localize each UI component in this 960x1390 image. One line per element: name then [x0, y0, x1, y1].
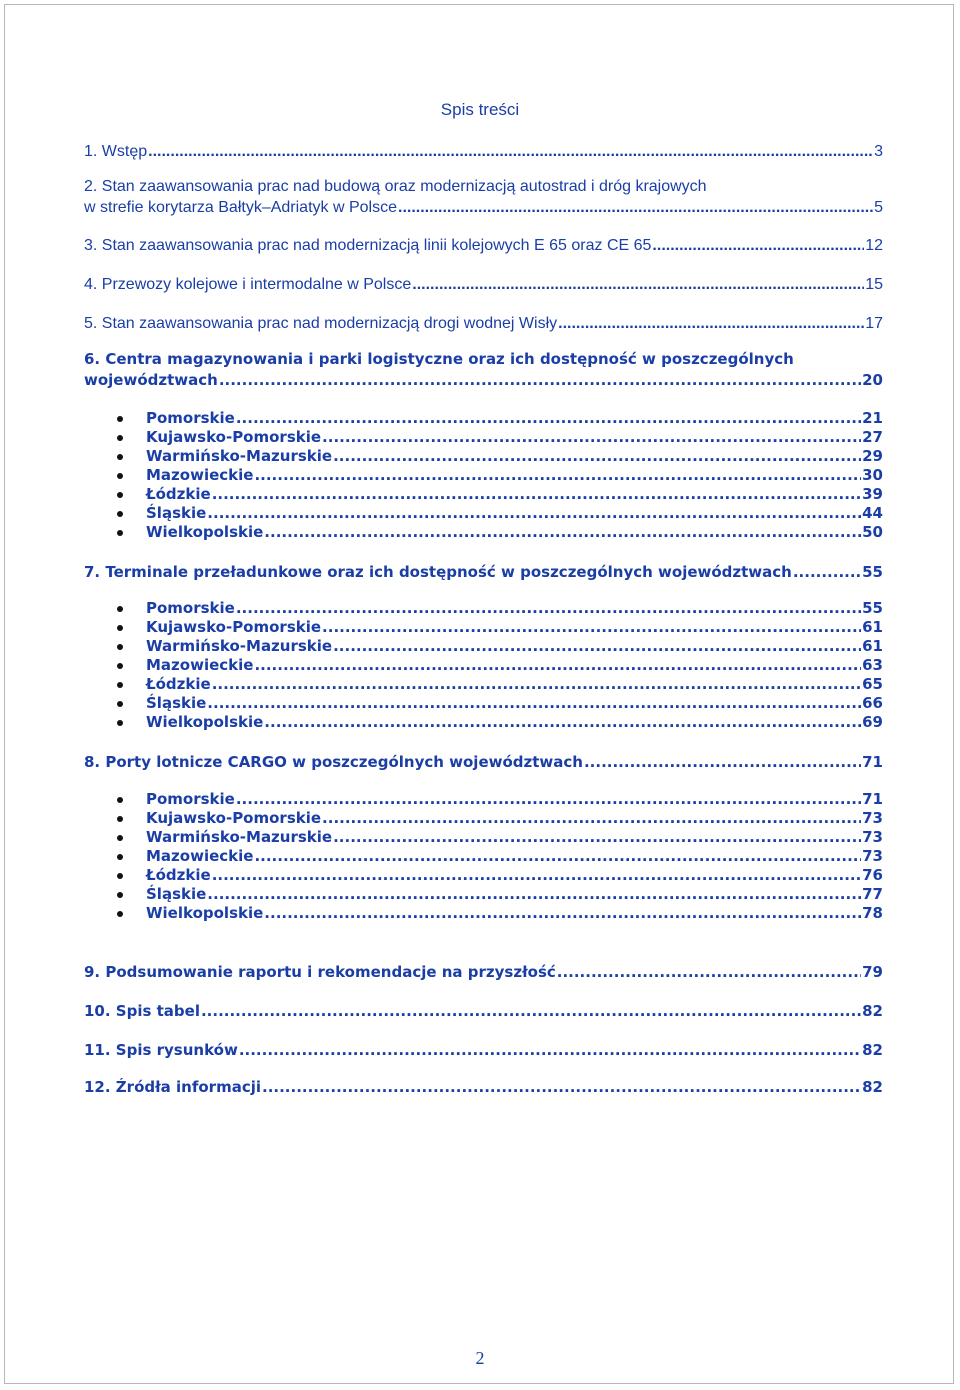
- toc-entry-text: 3. Stan zaawansowania prac nad modernizacją linii kolejowych E 65 oraz CE 65: [84, 237, 652, 254]
- toc-entry-text: Pomorskie: [146, 599, 235, 617]
- leader-dots: [212, 485, 861, 503]
- toc-entry-text: Warmińsko-Mazurskie: [146, 447, 333, 465]
- toc-entry-page: 61: [862, 618, 883, 636]
- page-number: 2: [475, 1348, 485, 1368]
- leader-dots: [148, 143, 873, 161]
- toc-entry-text: Kujawsko-Pomorskie: [146, 618, 322, 636]
- toc-entry-text: Wielkopolskie: [146, 713, 264, 731]
- toc-subentry[interactable]: [146, 635, 883, 655]
- toc-subentry[interactable]: [146, 788, 883, 808]
- toc-entry-page: 55: [862, 563, 883, 581]
- toc-entry-text: Kujawsko-Pomorskie: [146, 809, 322, 827]
- toc-entry-page: 66: [862, 694, 883, 712]
- toc-subentry[interactable]: [146, 902, 883, 922]
- leader-dots: [412, 276, 864, 294]
- toc-entry-text: Łódzkie: [146, 485, 211, 503]
- toc-entry-7[interactable]: [84, 561, 883, 581]
- toc-entry-text: 5. Stan zaawansowania prac nad modernizacją drogi wodnej Wisły: [84, 315, 558, 332]
- toc-entry-page: 61: [862, 637, 883, 655]
- toc-entry-page: 5: [874, 199, 883, 216]
- toc-entry-text: Pomorskie: [146, 790, 235, 808]
- toc-subentry[interactable]: [146, 502, 883, 522]
- leader-dots: [262, 1078, 861, 1096]
- leader-dots: [793, 563, 861, 581]
- toc-entry-page: 79: [862, 963, 883, 981]
- toc-entry-page: 21: [862, 409, 883, 427]
- toc-entry-text: Łódzkie: [146, 675, 211, 693]
- leader-dots: [212, 675, 861, 693]
- leader-dots: [236, 599, 861, 617]
- bullet-icon: [117, 835, 123, 841]
- leader-dots: [322, 428, 861, 446]
- toc-entry-8[interactable]: [84, 751, 883, 771]
- bullet-icon: [117, 663, 123, 669]
- toc-entry-1[interactable]: [84, 141, 883, 161]
- leader-dots: [333, 828, 861, 846]
- leader-dots: [333, 447, 861, 465]
- leader-dots: [207, 504, 861, 522]
- toc-entry-text: 9. Podsumowanie raportu i rekomendacje na przyszłość: [84, 963, 556, 981]
- toc-entry-text: Wielkopolskie: [146, 904, 264, 922]
- toc-entry-page: 3: [874, 143, 883, 160]
- toc-entry-6[interactable]: [84, 369, 883, 389]
- leader-dots: [254, 847, 861, 865]
- leader-dots: [652, 237, 864, 255]
- leader-dots: [558, 315, 864, 333]
- leader-dots: [207, 694, 861, 712]
- toc-entry-12[interactable]: [84, 1076, 883, 1096]
- toc-subentry[interactable]: [146, 521, 883, 541]
- toc-subentry[interactable]: [146, 883, 883, 903]
- toc-subentry[interactable]: [146, 845, 883, 865]
- toc-subentry[interactable]: [146, 864, 883, 884]
- toc-entry-page: 73: [862, 847, 883, 865]
- toc-entry-11[interactable]: [84, 1039, 883, 1059]
- toc-entry-page: 39: [862, 485, 883, 503]
- toc-subentry[interactable]: [146, 597, 883, 617]
- toc-entry-text: Mazowieckie: [146, 656, 254, 674]
- bullet-icon: [117, 606, 123, 612]
- leader-dots: [239, 1041, 861, 1059]
- leader-dots: [236, 790, 861, 808]
- toc-entry-text: 4. Przewozy kolejowe i intermodalne w Polsce: [84, 276, 412, 293]
- bullet-icon: [117, 416, 123, 422]
- bullet-icon: [117, 625, 123, 631]
- toc-entry-text: 7. Terminale przeładunkowe oraz ich dostępność w poszczególnych województwach: [84, 563, 792, 581]
- toc-entry-text: województwach: [84, 371, 218, 389]
- leader-dots: [254, 466, 861, 484]
- bullet-icon: [117, 720, 123, 726]
- toc-entry-text: Warmińsko-Mazurskie: [146, 637, 333, 655]
- toc-entry-text: Mazowieckie: [146, 847, 254, 865]
- leader-dots: [254, 656, 861, 674]
- leader-dots: [333, 637, 861, 655]
- bullet-icon: [117, 644, 123, 650]
- toc-entry-page: 78: [862, 904, 883, 922]
- toc-entry-text: Śląskie: [146, 694, 207, 712]
- toc-entry-4[interactable]: [84, 274, 883, 294]
- toc-entry-2[interactable]: [84, 197, 883, 217]
- toc-entry-page: 82: [862, 1002, 883, 1020]
- bullet-icon: [117, 530, 123, 536]
- bullet-icon: [117, 492, 123, 498]
- leader-dots: [398, 199, 873, 217]
- toc-entry-text: Śląskie: [146, 885, 207, 903]
- toc-entry-text: 11. Spis rysunków: [84, 1041, 238, 1059]
- toc-entry-page: 27: [862, 428, 883, 446]
- bullet-icon: [117, 682, 123, 688]
- leader-dots: [264, 904, 861, 922]
- toc-entry-3[interactable]: [84, 235, 883, 255]
- toc-entry-page: 63: [862, 656, 883, 674]
- leader-dots: [207, 885, 861, 903]
- toc-entry-text: Łódzkie: [146, 866, 211, 884]
- toc-entry-text: Mazowieckie: [146, 466, 254, 484]
- toc-subentry[interactable]: [146, 826, 883, 846]
- bullet-icon: [117, 797, 123, 803]
- bullet-icon: [117, 911, 123, 917]
- toc-subentry[interactable]: [146, 445, 883, 465]
- toc-subentry[interactable]: [146, 407, 883, 427]
- toc-entry-text: w strefie korytarza Bałtyk–Adriatyk w Polsce: [84, 199, 397, 216]
- toc-entry-page: 76: [862, 866, 883, 884]
- toc-entry-text: 8. Porty lotnicze CARGO w poszczególnych województwach: [84, 753, 583, 771]
- toc-entry-page: 15: [865, 276, 883, 293]
- toc-entry-page: 50: [862, 523, 883, 541]
- toc-entry-page: 29: [862, 447, 883, 465]
- bullet-icon: [117, 892, 123, 898]
- toc-entry-2-line1[interactable]: 2. Stan zaawansowania prac nad budową oraz modernizacją autostrad i dróg krajowych: [84, 178, 707, 195]
- toc-entry-page: 82: [862, 1041, 883, 1059]
- toc-subentry[interactable]: [146, 464, 883, 484]
- toc-entry-page: 44: [862, 504, 883, 522]
- bullet-icon: [117, 473, 123, 479]
- toc-entry-page: 73: [862, 809, 883, 827]
- toc-subentry[interactable]: [146, 483, 883, 503]
- toc-entry-text: 1. Wstęp: [84, 143, 148, 160]
- bullet-icon: [117, 701, 123, 707]
- toc-entry-10[interactable]: [84, 1000, 883, 1020]
- leader-dots: [212, 866, 861, 884]
- toc-entry-text: Warmińsko-Mazurskie: [146, 828, 333, 846]
- leader-dots: [322, 809, 861, 827]
- toc-subentry[interactable]: [146, 711, 883, 731]
- toc-entry-text: 12. Źródła informacji: [84, 1078, 261, 1096]
- bullet-icon: [117, 435, 123, 441]
- toc-entry-page: 82: [862, 1078, 883, 1096]
- toc-entry-page: 69: [862, 713, 883, 731]
- toc-entry-text: Kujawsko-Pomorskie: [146, 428, 322, 446]
- bullet-icon: [117, 816, 123, 822]
- toc-entry-5[interactable]: [84, 313, 883, 333]
- toc-entry-text: 10. Spis tabel: [84, 1002, 200, 1020]
- toc-entry-page: 73: [862, 828, 883, 846]
- toc-entry-text: Wielkopolskie: [146, 523, 264, 541]
- toc-entry-text: Pomorskie: [146, 409, 235, 427]
- leader-dots: [219, 371, 861, 389]
- toc-subentry[interactable]: [146, 673, 883, 693]
- leader-dots: [584, 753, 861, 771]
- leader-dots: [557, 963, 861, 981]
- toc-entry-page: 20: [862, 371, 883, 389]
- toc-entry-page: 71: [862, 753, 883, 771]
- bullet-icon: [117, 854, 123, 860]
- toc-subentry[interactable]: [146, 426, 883, 446]
- toc-entry-page: 17: [865, 315, 883, 332]
- leader-dots: [264, 523, 861, 541]
- bullet-icon: [117, 454, 123, 460]
- leader-dots: [322, 618, 861, 636]
- toc-entry-page: 65: [862, 675, 883, 693]
- leader-dots: [264, 713, 861, 731]
- toc-entry-page: 12: [865, 237, 883, 254]
- bullet-icon: [117, 511, 123, 517]
- bullet-icon: [117, 873, 123, 879]
- toc-entry-page: 30: [862, 466, 883, 484]
- toc-entry-6-line1[interactable]: 6. Centra magazynowania i parki logistyczne oraz ich dostępność w poszczególnych: [84, 350, 794, 368]
- toc-entry-page: 55: [862, 599, 883, 617]
- toc-subentry[interactable]: [146, 807, 883, 827]
- toc-subentry[interactable]: [146, 692, 883, 712]
- leader-dots: [201, 1002, 861, 1020]
- toc-title: Spis treści: [440, 100, 520, 119]
- toc-subentry[interactable]: [146, 616, 883, 636]
- leader-dots: [236, 409, 861, 427]
- toc-subentry[interactable]: [146, 654, 883, 674]
- toc-entry-page: 71: [862, 790, 883, 808]
- toc-entry-text: Śląskie: [146, 504, 207, 522]
- toc-entry-9[interactable]: [84, 961, 883, 981]
- toc-entry-page: 77: [862, 885, 883, 903]
